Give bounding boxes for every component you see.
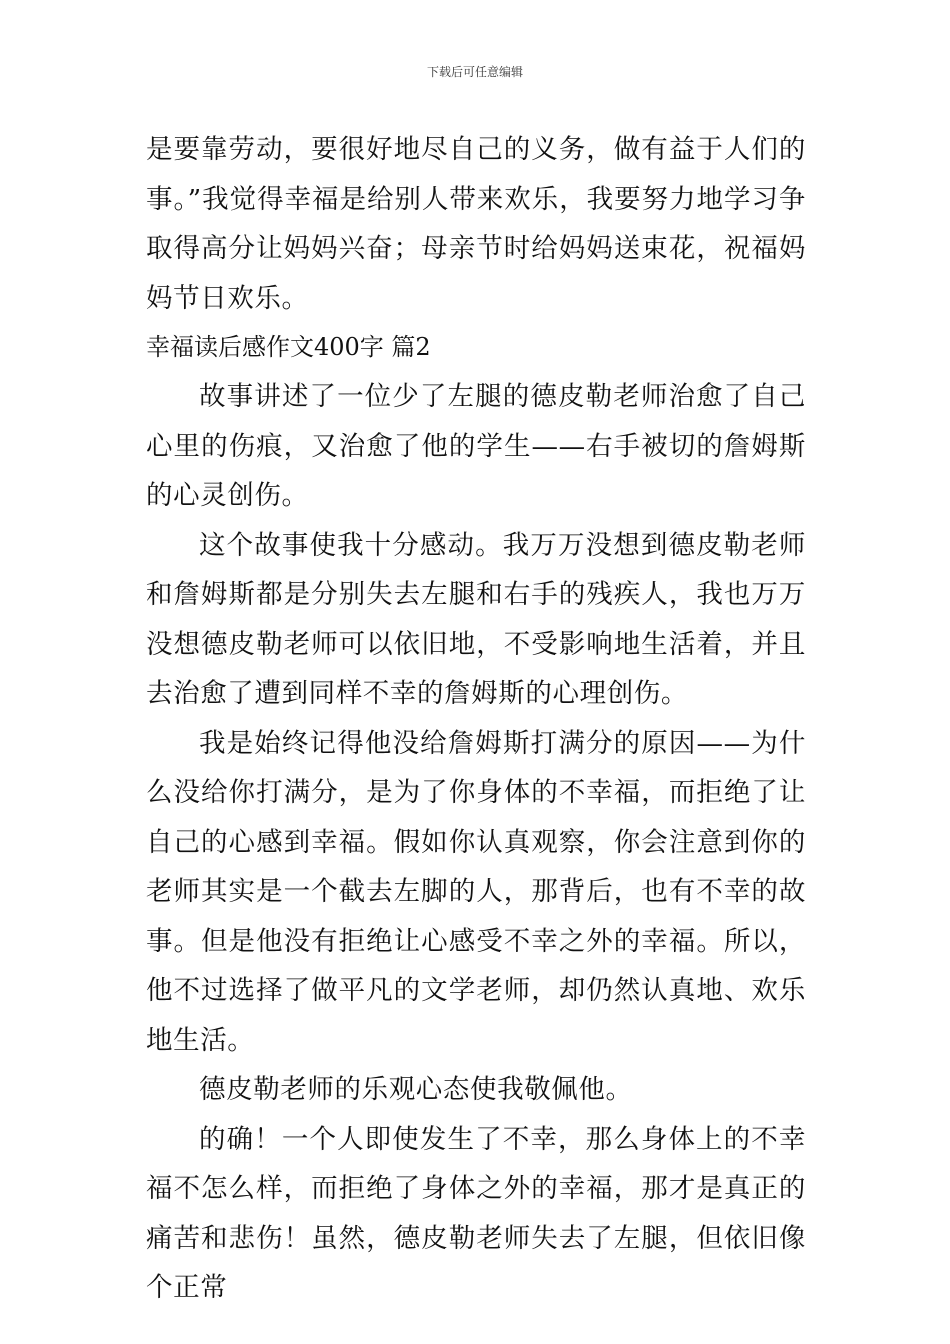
paragraph: 这个故事使我十分感动。我万万没想到德皮勒老师和詹姆斯都是分别失去左腿和右手的残疾人，我也万万没想德皮勒老师可以依旧地，不受影响地生活着，并且去治愈了遭到同样不幸的詹姆斯的心理创伤。 xyxy=(146,529,806,709)
paragraph: 故事讲述了一位少了左腿的德皮勒老师治愈了自己心里的伤痕，又治愈了他的学生——右手被切的詹姆斯的心灵创伤。 xyxy=(146,381,806,511)
paragraph: 德皮勒老师的乐观心态使我敬佩他。 xyxy=(199,1074,633,1105)
page-header: 下载后可任意编辑 xyxy=(426,65,523,79)
section-heading: 幸福读后感作文400字 篇2 xyxy=(146,333,431,361)
paragraph: 我是始终记得他没给詹姆斯打满分的原因——为什么没给你打满分，是为了你身体的不幸福，而拒绝了让自己的心感到幸福。假如你认真观察，你会注意到你的老师其实是一个截去左脚的人，那背后，也有不幸的故事。但是他没有拒绝让心感受不幸之外的幸福。所以，他不过选择了做平凡的文学老师，却仍然认真地、欢乐地生活。 xyxy=(146,727,806,1056)
document-body xyxy=(146,125,806,1313)
paragraph: 的确！一个人即使发生了不幸，那么身体上的不幸福不怎么样，而拒绝了身体之外的幸福，那才是真正的痛苦和悲伤！虽然，德皮勒老师失去了左腿，但依旧像个正常 xyxy=(146,1123,806,1303)
paragraph-continued: 是要靠劳动，要很好地尽自己的义务，做有益于人们的事。”我觉得幸福是给别人带来欢乐，我要努力地学习争取得高分让妈妈兴奋；母亲节时给妈妈送束花，祝福妈妈节日欢乐。 xyxy=(146,134,806,314)
